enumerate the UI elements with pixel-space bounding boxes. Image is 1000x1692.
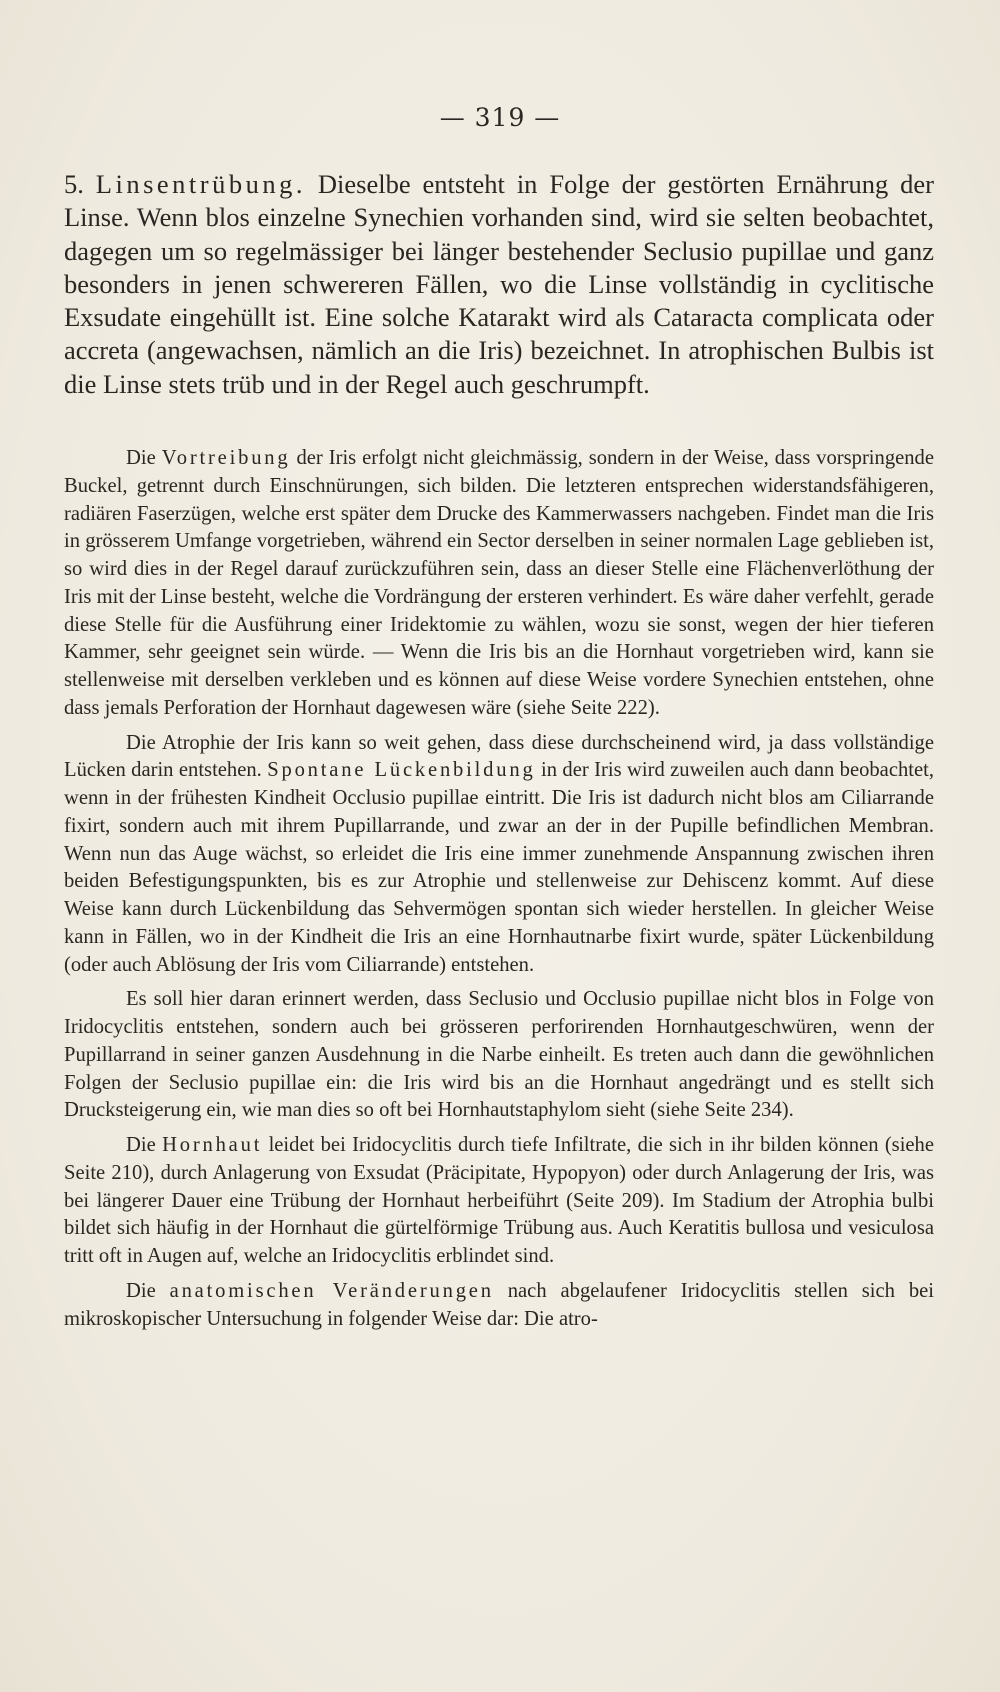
text-run: der Iris erfolgt nicht gleichmässig, sondern in der Weise, dass vorspringende Buckel, getrennt durch Einschnürungen, sich bilden. Die letzteren entsprechen widerstandsfähigeren, radiären Faserzügen, welche erst später dem Drucke des Kammerwassers nachgeben. Findet man die Iris in grösserem Umfange vorgetrieben, während ein Sector derselben in seiner normalen Lage geblieben ist, so wird dies in der Regel darauf zurückzuführen sein, dass an dieser Stelle eine Flächenverlöthung der Iris mit der Linse besteht, welche die Vordrängung der ersteren verhindert. Es wäre daher verfehlt, gerade diese Stelle für die Ausführung einer Iridektomie zu wählen, wozu sie sonst, wegen der hier tieferen Kammer, sehr geeignet sein würde. — Wenn die Iris bis an die Hornhaut vorgetrieben wird, kann sie stellenweise mit derselben verkleben und es können auf diese Weise vordere Synechien entstehen, ohne dass jemals Perforation der Hornhaut dagewesen wäre (siehe Seite 222). bbox=[64, 447, 934, 719]
text-run: Die bbox=[126, 1134, 163, 1156]
emphasized-term: anatomischen Veränderungen bbox=[169, 1279, 494, 1302]
text-run: nach abgelaufener Iridocyclitis stellen sich bei mikroskopischer Untersuchung in folgender Weise dar: Die atro- bbox=[64, 1279, 934, 1330]
text-run: Die bbox=[126, 447, 162, 469]
text-run: in der Iris wird zuweilen auch dann beobachtet, wenn in der frühesten Kindheit Occlusio pupillae eintritt. Die Iris ist dadurch nicht blos am Ciliarrande fixirt, sondern auch mit ihrem Pupillarrande, und zwar an der in der Pupille befindlichen Membran. Wenn nun das Auge wächst, so erleidet die Iris eine immer zunehmende Anspannung zwischen ihren beiden Befestigungspunkten, bis es zur Atrophie und stellenweise zur Dehiscenz kommt. Auf diese Weise kann durch Lückenbildung das Sehvermögen spontan sich wieder herstellen. In gleicher Weise kann in Fällen, wo in der Kindheit die Iris an eine Hornhautnarbe fixirt wurde, später Lückenbildung (oder auch Ablösung der Iris vom Ciliarrande) entstehen. bbox=[64, 759, 934, 976]
paragraph-seclusio-occlusio bbox=[64, 986, 934, 1125]
emphasized-term: Hornhaut bbox=[162, 1134, 263, 1156]
small-print-section bbox=[64, 445, 934, 1333]
paragraph-iris-atrophy bbox=[64, 730, 934, 980]
section-text: Dieselbe entsteht in Folge der gestörten Ernährung der Linse. Wenn blos einzelne Synechien vorhanden sind, wird sie selten beobachtet, dagegen um so regelmässiger bei länger bestehender Seclusio pupillae und ganz besonders in jenen schwereren Fällen, wo die Linse vollständig in cyclitische Exsudate eingehüllt ist. Eine solche Katarakt wird als Cataracta complicata oder accreta (angewachsen, nämlich an die Iris) bezeichnet. In atrophischen Bulbis ist die Linse stets trüb und in der Regel auch geschrumpft. bbox=[64, 169, 934, 399]
paragraph-cornea bbox=[64, 1132, 934, 1271]
text-run: Die bbox=[126, 1279, 170, 1302]
paragraph-anatomical-changes bbox=[64, 1278, 934, 1334]
text-run: Die Atrophie der Iris kann so weit gehen, dass diese durchscheinend wird, ja dass vollständige Lücken darin entstehen. bbox=[64, 731, 934, 782]
page-number: — 319 — bbox=[439, 103, 561, 132]
section-5-paragraph bbox=[64, 168, 934, 401]
section-5-lens-opacity bbox=[64, 168, 934, 401]
emphasized-term: Vortreibung bbox=[161, 447, 291, 469]
section-number: 5. bbox=[64, 169, 96, 199]
text-run: leidet bei Iridocyclitis durch tiefe Infiltrate, die sich in ihr bilden können (siehe Seite 210), durch Anlagerung von Exsudat (Präcipitate, Hypopyon) oder durch Anlagerung der Iris, was bei längerer Dauer eine Trübung der Hornhaut herbeiführt (Seite 209). Im Stadium der Atrophia bulbi bildet sich häufig in der Hornhaut die gürtelförmige Trübung aus. Auch Keratitis bullosa und vesiculosa tritt oft in Augen auf, welche an Iridocyclitis erblindet sind. bbox=[64, 1134, 934, 1267]
text-run: Es soll hier daran erinnert werden, dass Seclusio und Occlusio pupillae nicht blos in Folge von Iridocyclitis entstehen, sondern auch bei grösseren perforirenden Hornhautgeschwüren, wenn der Pupillarrand in seiner ganzen Ausdehnung in die Narbe einheilt. Es treten auch dann die gewöhnlichen Folgen der Seclusio pupillae ein: die Iris wird bis an die Hornhaut angedrängt und es stellt sich Drucksteigerung ein, wie man dies so oft bei Hornhautstaphylom sieht (siehe Seite 234). bbox=[64, 988, 934, 1122]
section-heading: Linsentrübung. bbox=[95, 169, 306, 199]
emphasized-term: Spontane Lückenbildung bbox=[267, 759, 536, 782]
paragraph-iris-protrusion bbox=[64, 445, 934, 723]
